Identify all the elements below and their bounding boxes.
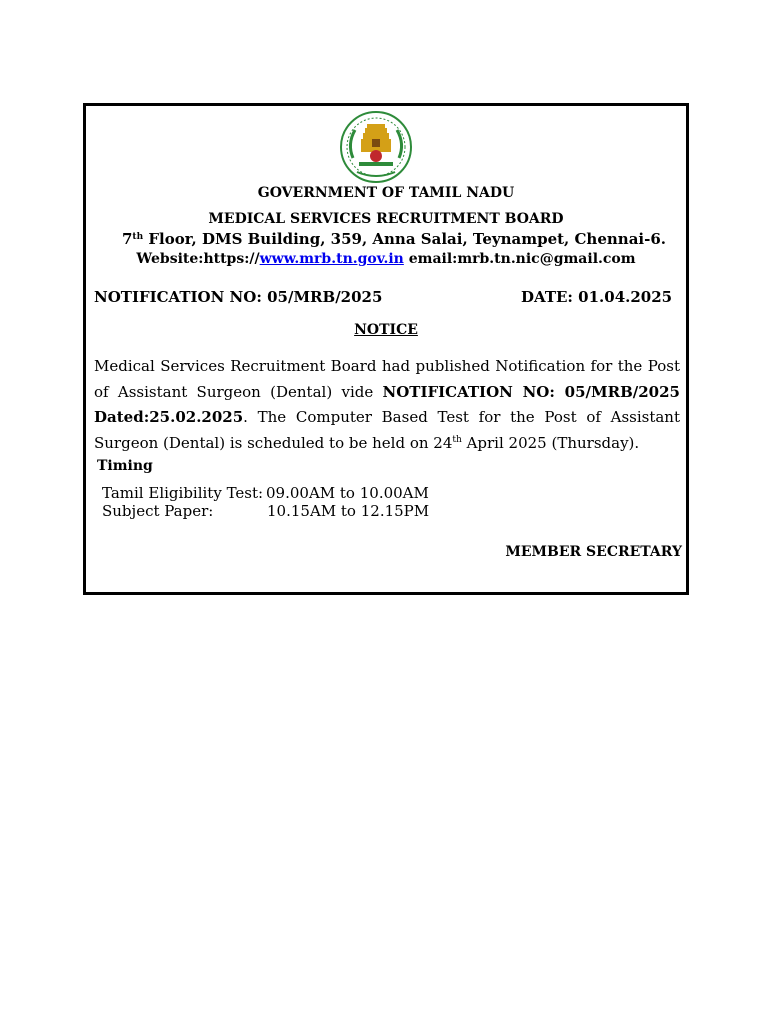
website-link[interactable]: www.mrb.tn.gov.in <box>259 251 404 267</box>
timing-exam-time: 10.15AM to 12.15PM <box>267 502 430 520</box>
timing-exam-name: Subject Paper: <box>102 502 214 520</box>
notice-date-suffix: th <box>452 434 462 445</box>
contact-line <box>86 251 686 267</box>
timing-heading: Timing <box>97 458 153 474</box>
address-floor-suffix: th <box>132 232 144 242</box>
notice-text-part3: April 2025 (Thursday). <box>461 433 640 452</box>
timing-row <box>102 502 429 520</box>
website-label: Website:https:// <box>136 251 260 267</box>
notice-body <box>94 354 680 456</box>
tamil-nadu-emblem-icon <box>339 110 413 184</box>
timing-row <box>102 484 429 502</box>
address-text: Floor, DMS Building, 359, Anna Salai, Teynampet, Chennai-6. <box>143 230 666 248</box>
notification-date: DATE: 01.04.2025 <box>521 288 673 306</box>
address-floor-number: 7 <box>121 230 133 248</box>
notice-document <box>83 103 689 595</box>
notice-text-part2: . The Computer Based Test for the Post of Assistant Surgeon (Dental) is scheduled to be held on 24 <box>94 408 680 452</box>
board-address <box>94 230 694 248</box>
notification-row <box>94 288 682 306</box>
notice-heading: NOTICE <box>354 322 418 338</box>
notification-number: NOTIFICATION NO: 05/MRB/2025 <box>94 288 383 306</box>
email-text: email:mrb.tn.nic@gmail.com <box>403 251 636 267</box>
timing-exam-time: 09.00AM to 10.00AM <box>266 484 429 502</box>
board-title: MEDICAL SERVICES RECRUITMENT BOARD <box>208 211 564 227</box>
timing-exam-name: Tamil Eligibility Test: <box>102 484 264 502</box>
signature: MEMBER SECRETARY <box>505 544 682 560</box>
notice-reference: NOTIFICATION NO: 05/MRB/2025 Dated:25.02.2025 <box>94 382 680 426</box>
notice-text-part1: Medical Services Recruitment Board had published Notification for the Post of Assistant Surgeon (Dental) vide <box>94 357 680 401</box>
government-title: GOVERNMENT OF TAMIL NADU <box>257 185 515 201</box>
